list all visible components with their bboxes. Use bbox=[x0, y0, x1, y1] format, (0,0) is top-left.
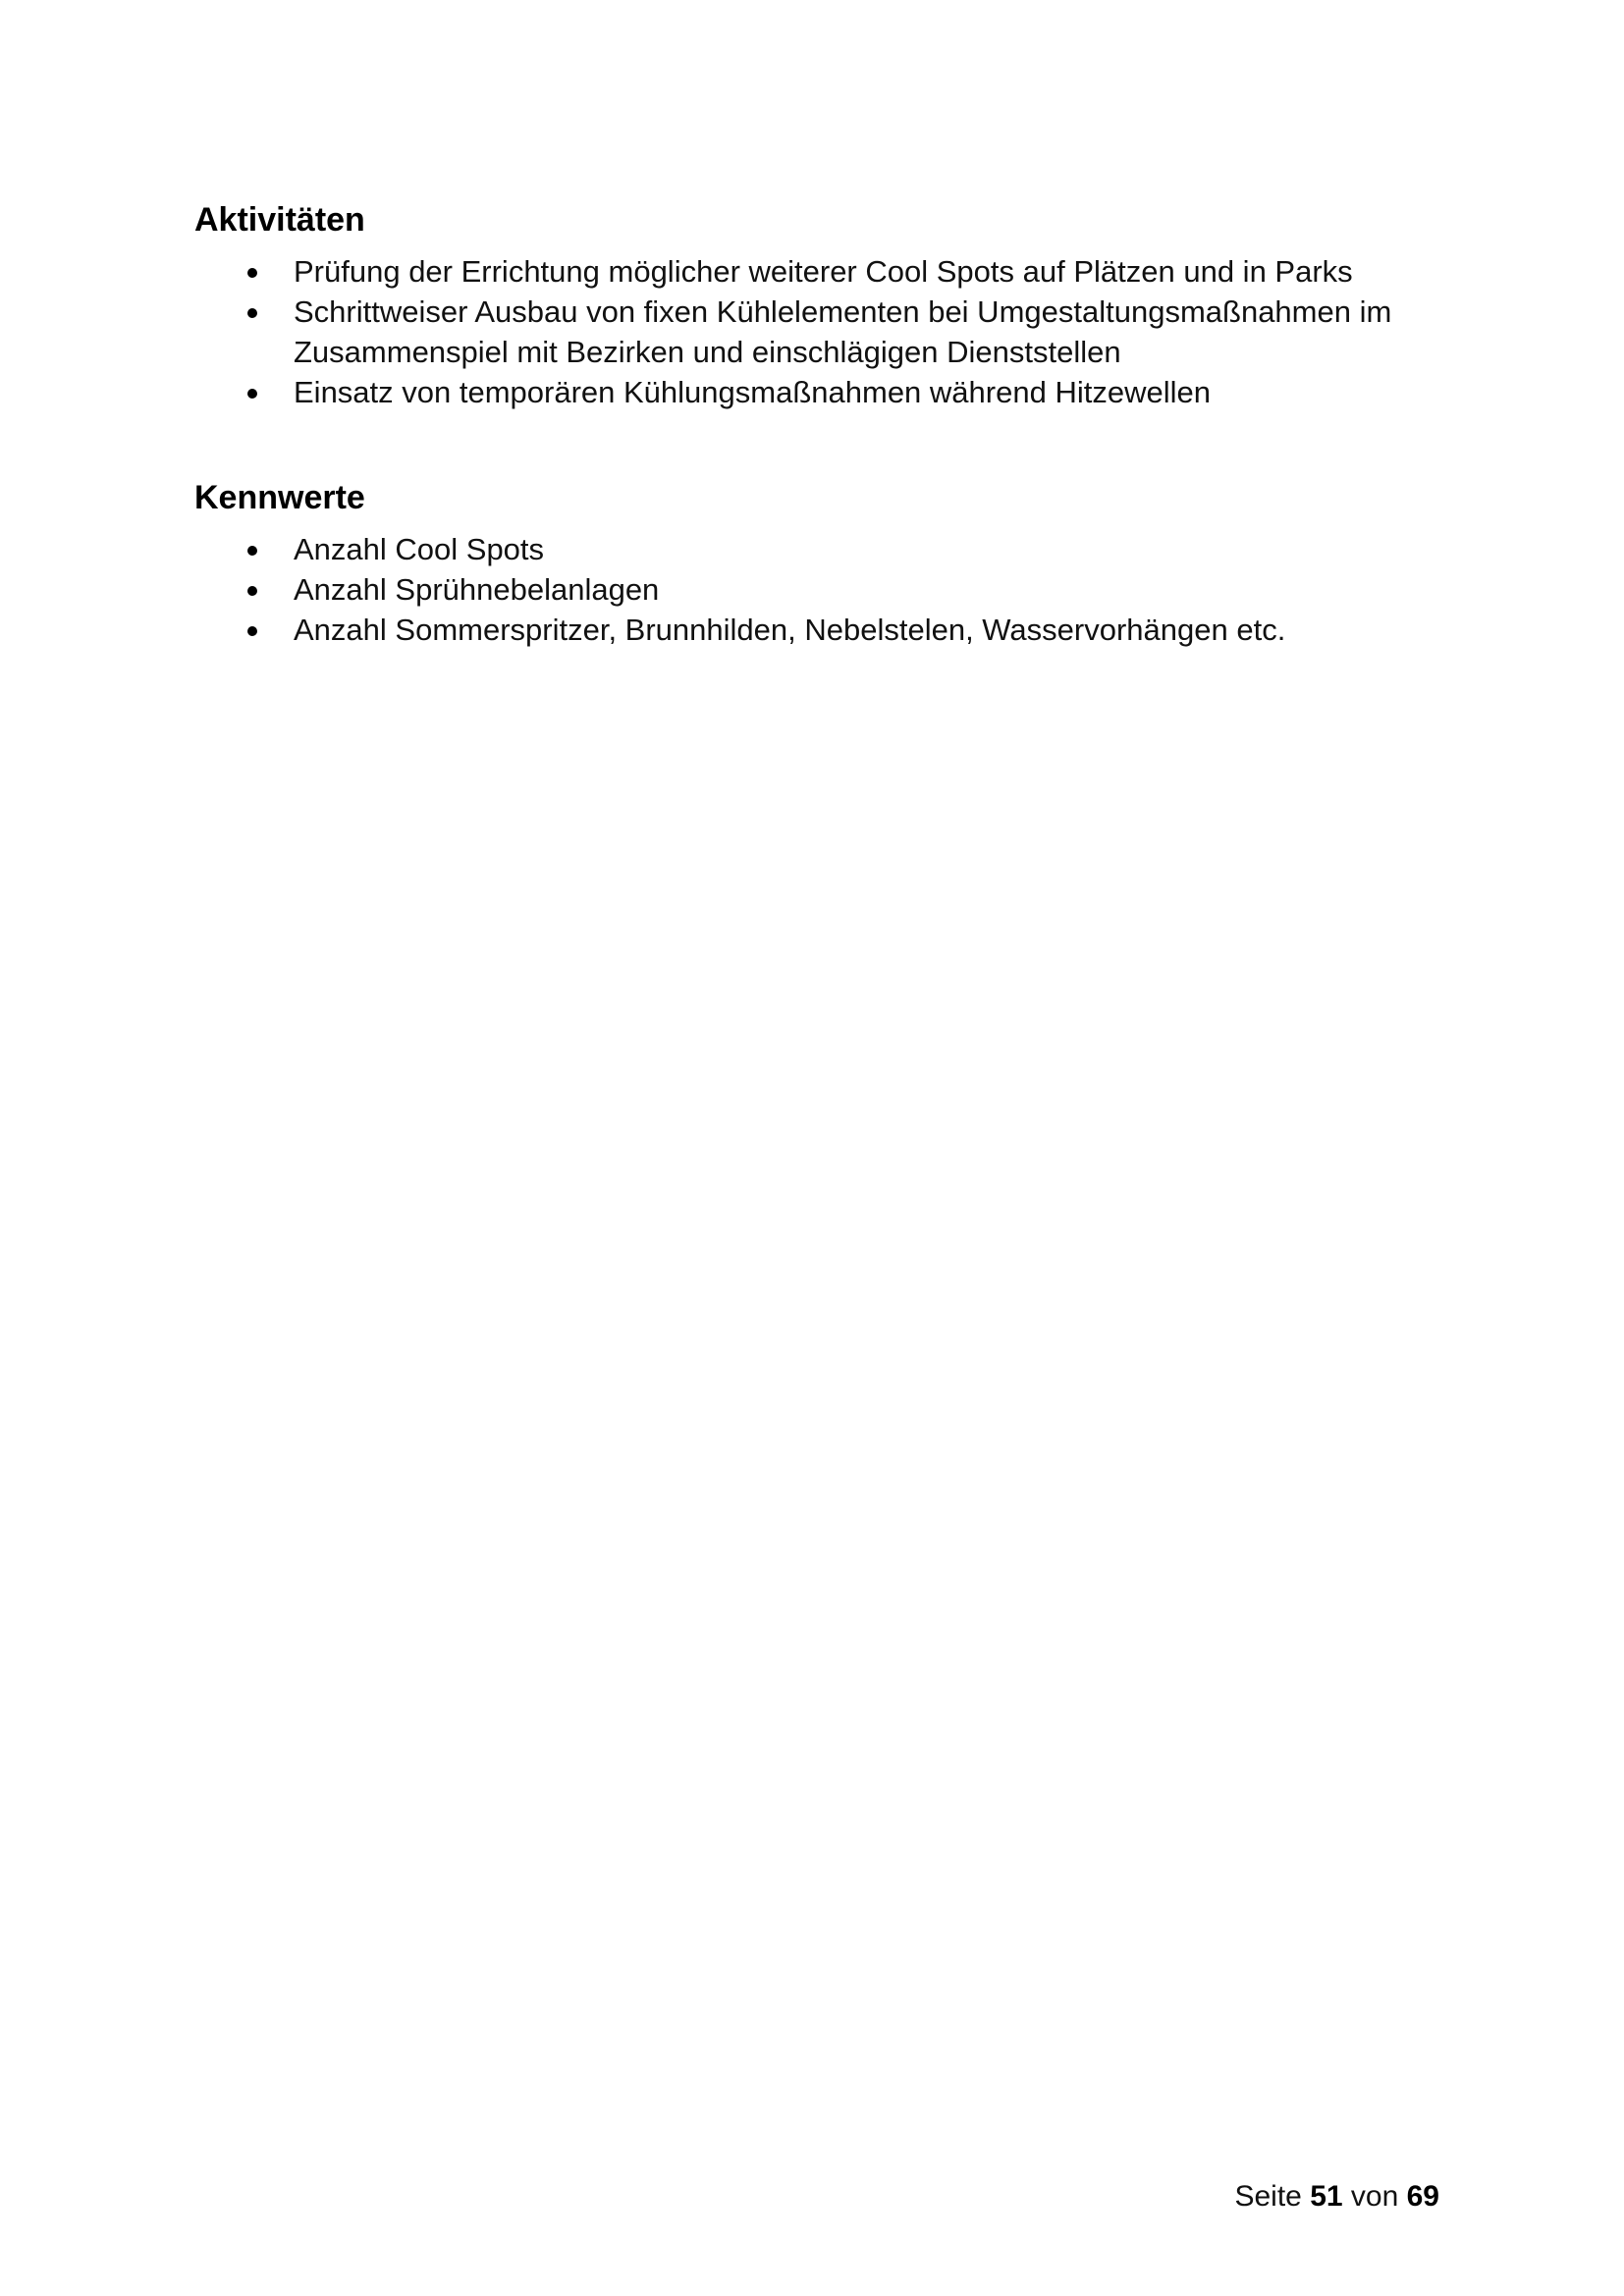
current-page-number: 51 bbox=[1310, 2180, 1343, 2213]
bullet-icon bbox=[247, 268, 257, 278]
section-heading: Aktivitäten bbox=[194, 201, 365, 239]
list-item bbox=[194, 529, 1461, 569]
page-separator: von bbox=[1350, 2180, 1399, 2213]
page-content bbox=[194, 198, 1461, 650]
list-item bbox=[194, 251, 1461, 292]
page-label: Seite bbox=[1234, 2180, 1302, 2213]
bullet-icon bbox=[247, 546, 257, 556]
list-item-text: Anzahl Cool Spots bbox=[294, 532, 545, 566]
bullet-icon bbox=[247, 308, 257, 318]
section-aktivitaeten bbox=[194, 198, 1461, 412]
list-item-text: Einsatz von temporären Kühlungsmaßnahmen während Hitzewellen bbox=[294, 375, 1211, 409]
list-item-text: Anzahl Sprühnebelanlagen bbox=[294, 572, 660, 607]
bullet-icon bbox=[247, 626, 257, 636]
list-item-text: Prüfung der Errichtung möglicher weiterer Cool Spots auf Plätzen und in Parks bbox=[294, 254, 1353, 289]
list-item bbox=[194, 569, 1461, 610]
page-number-footer bbox=[1234, 2177, 1439, 2216]
section-heading: Kennwerte bbox=[194, 479, 365, 516]
list-item bbox=[194, 610, 1461, 650]
list-item bbox=[194, 292, 1461, 372]
total-page-number: 69 bbox=[1406, 2180, 1439, 2213]
bullet-icon bbox=[247, 586, 257, 596]
bullet-list bbox=[194, 529, 1461, 650]
bullet-icon bbox=[247, 389, 257, 399]
section-kennwerte bbox=[194, 476, 1461, 650]
bullet-list bbox=[194, 251, 1461, 412]
list-item bbox=[194, 372, 1461, 412]
list-item-text: Anzahl Sommerspritzer, Brunnhilden, Nebelstelen, Wasservorhängen etc. bbox=[294, 613, 1286, 647]
list-item-text: Schrittweiser Ausbau von fixen Kühlelementen bei Umgestaltungsmaßnahmen im Zusammenspiel mit Bezirken und einschlägigen Dienststellen bbox=[294, 294, 1392, 369]
